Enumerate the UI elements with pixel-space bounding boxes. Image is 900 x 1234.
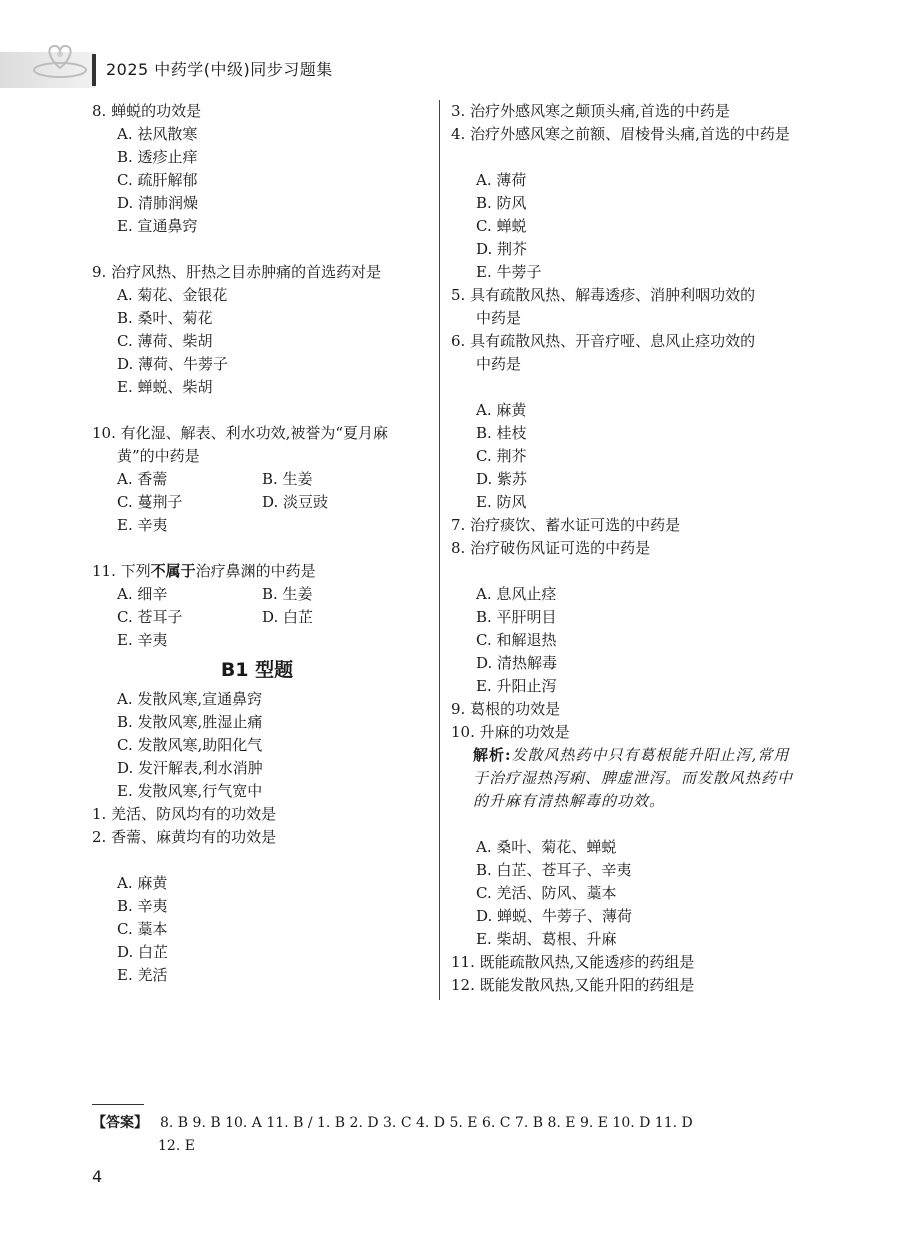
b1g1-option-e: E. 发散风寒,行气宽中 (117, 782, 263, 800)
b1g1-option-b: B. 发散风寒,胜湿止痛 (117, 713, 263, 731)
q8-option-d: D. 清肺润燥 (117, 194, 199, 212)
b1g2-option-d: D. 白芷 (117, 943, 169, 961)
analysis-text: 发散风热药中只有葛根能升阳止泻,常用于治疗湿热泻痢、脾虚泄泻。而发散风热药中的升麻有清热解毒的功效。 (473, 746, 794, 810)
b1g3-option-a: A. 薄荷 (476, 171, 527, 189)
q11-stem-post: 治疗鼻渊的中药是 (195, 562, 316, 580)
q8-option-a: A. 祛风散寒 (117, 125, 198, 143)
q10-options-row2 (92, 491, 422, 514)
q9-option-c: C. 薄荷、柴胡 (117, 332, 213, 350)
b1-question-5-line1: 5. 具有疏散风热、解毒透疹、消肿利咽功效的 (451, 286, 756, 304)
b1g6-option-d: D. 蝉蜕、牛蒡子、薄荷 (476, 907, 633, 925)
analysis-note (451, 744, 796, 813)
q11-option-c: C. 苍耳子 (117, 608, 183, 626)
b1g6-option-a: A. 桑叶、菊花、蝉蜕 (476, 838, 617, 856)
b1-question-12: 12. 既能发散风热,又能升阳的药组是 (451, 976, 695, 994)
b1g4-option-a: A. 麻黄 (476, 401, 527, 419)
answer-label: 【答案】 (92, 1115, 148, 1131)
b1g3-option-c: C. 蝉蜕 (476, 217, 527, 235)
q10-option-a: A. 香薷 (117, 470, 168, 488)
b1-question-1: 1. 羌活、防风均有的功效是 (92, 805, 277, 823)
b1g5-option-e: E. 升阳止泻 (476, 677, 557, 695)
b1g3-option-d: D. 荆芥 (476, 240, 528, 258)
question-10-stem-line1: 10. 有化湿、解表、利水功效,被誉为“夏月麻 (92, 424, 389, 442)
answer-row-1 (92, 1112, 812, 1135)
b1-question-4: 4. 治疗外感风寒之前额、眉棱骨头痛,首选的中药是 (451, 125, 790, 143)
b1-question-7: 7. 治疗痰饮、蓄水证可选的中药是 (451, 516, 681, 534)
b1g2-option-a: A. 麻黄 (117, 874, 168, 892)
b1g2-option-c: C. 藁本 (117, 920, 168, 938)
b1g3-option-e: E. 牛蒡子 (476, 263, 542, 281)
column-divider (439, 100, 440, 1000)
book-title: 2025 中药学(中级)同步习题集 (106, 60, 333, 79)
b1g2-option-b: B. 辛夷 (117, 897, 168, 915)
q9-option-b: B. 桑叶、菊花 (117, 309, 213, 327)
b1-question-6-line2: 中药是 (476, 355, 522, 373)
b1g2-option-e: E. 羌活 (117, 966, 168, 984)
answer-values-1: 8. B 9. B 10. A 11. B / 1. B 2. D 3. C 4. D 5. E 6. C 7. B 8. E 9. E 10. D 11. D (160, 1115, 693, 1131)
page-header (0, 0, 900, 95)
q10-option-c: C. 蔓荆子 (117, 493, 183, 511)
b1g1-option-c: C. 发散风寒,助阳化气 (117, 736, 263, 754)
q11-option-d: D. 白芷 (262, 608, 314, 626)
b1-question-6-line1: 6. 具有疏散风热、开音疗哑、息风止痉功效的 (451, 332, 756, 350)
q11-stem-emphasis: 不属于 (150, 562, 196, 580)
b1g3-option-b: B. 防风 (476, 194, 527, 212)
q9-option-a: A. 菊花、金银花 (117, 286, 228, 304)
q10-option-e: E. 辛夷 (117, 516, 168, 534)
q8-option-b: B. 透疹止痒 (117, 148, 198, 166)
q11-option-e: E. 辛夷 (117, 631, 168, 649)
b1-question-11: 11. 既能疏散风热,又能透疹的药组是 (451, 953, 695, 971)
q10-option-d: D. 淡豆豉 (262, 493, 329, 511)
answer-row-2: 12. E (158, 1138, 195, 1154)
question-8-stem: 8. 蝉蜕的功效是 (92, 102, 202, 120)
analysis-label: 解析: (473, 746, 512, 764)
q11-options-row1 (92, 583, 422, 606)
b1g4-option-c: C. 荆芥 (476, 447, 527, 465)
q11-option-a: A. 细辛 (117, 585, 168, 603)
header-rule (92, 54, 96, 86)
q10-options-row1 (92, 468, 422, 491)
b1g5-option-b: B. 平肝明目 (476, 608, 557, 626)
q8-option-c: C. 疏肝解郁 (117, 171, 198, 189)
left-column (92, 100, 422, 987)
b1g1-option-a: A. 发散风寒,宣通鼻窍 (117, 690, 263, 708)
q10-option-b: B. 生姜 (262, 470, 313, 488)
q8-option-e: E. 宣通鼻窍 (117, 217, 198, 235)
b1g1-option-d: D. 发汗解表,利水消肿 (117, 759, 263, 777)
section-title: B1 型题 (220, 659, 294, 681)
answer-rule (92, 1104, 144, 1105)
b1g4-option-b: B. 桂枝 (476, 424, 527, 442)
b1-question-9: 9. 葛根的功效是 (451, 700, 561, 718)
q11-option-b: B. 生姜 (262, 585, 313, 603)
question-10-stem-line2: 黄”的中药是 (117, 447, 200, 465)
b1-question-8: 8. 治疗破伤风证可选的中药是 (451, 539, 651, 557)
q11-stem-pre: 11. 下列 (92, 562, 151, 580)
b1g5-option-d: D. 清热解毒 (476, 654, 558, 672)
q11-options-row2 (92, 606, 422, 629)
answer-key (92, 1112, 812, 1158)
question-9-stem: 9. 治疗风热、肝热之目赤肿痛的首选药对是 (92, 263, 382, 281)
b1g4-option-d: D. 紫苏 (476, 470, 528, 488)
publisher-logo-icon (30, 40, 90, 80)
b1-question-2: 2. 香薷、麻黄均有的功效是 (92, 828, 277, 846)
q9-option-e: E. 蝉蜕、柴胡 (117, 378, 213, 396)
b1g4-option-e: E. 防风 (476, 493, 527, 511)
b1-question-3: 3. 治疗外感风寒之颠顶头痛,首选的中药是 (451, 102, 730, 120)
b1-question-10: 10. 升麻的功效是 (451, 723, 570, 741)
b1g6-option-b: B. 白芷、苍耳子、辛夷 (476, 861, 632, 879)
b1g5-option-c: C. 和解退热 (476, 631, 557, 649)
page-number: 4 (92, 1167, 103, 1186)
b1g6-option-e: E. 柴胡、葛根、升麻 (476, 930, 617, 948)
q9-option-d: D. 薄荷、牛蒡子 (117, 355, 229, 373)
right-column (451, 100, 796, 997)
b1g5-option-a: A. 息风止痉 (476, 585, 557, 603)
b1-question-5-line2: 中药是 (476, 309, 522, 327)
b1g6-option-c: C. 羌活、防风、藁本 (476, 884, 617, 902)
question-11-stem (92, 560, 422, 583)
